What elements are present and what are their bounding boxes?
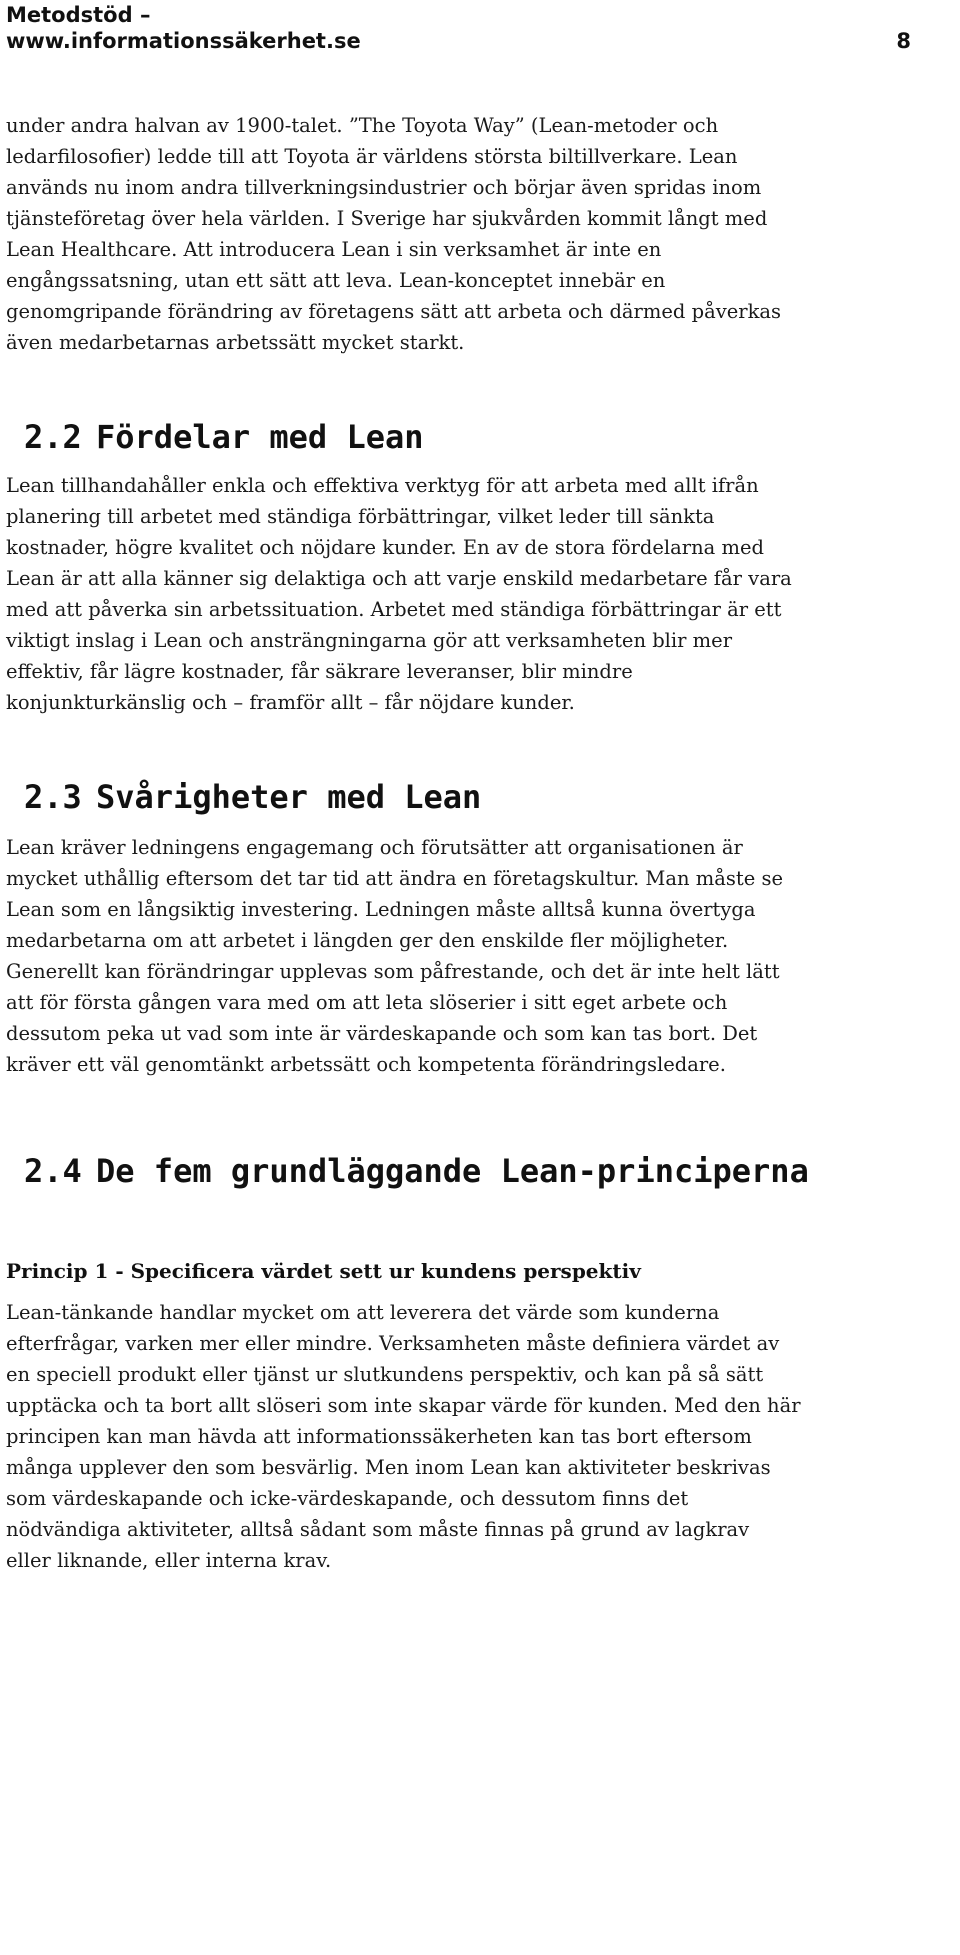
paragraph-line: kostnader, högre kvalitet och nöjdare kunder. En av de stora fördelarna med — [6, 536, 764, 559]
paragraph-line: nödvändiga aktiviteter, alltså sådant som måste finnas på grund av lagkrav — [6, 1518, 750, 1541]
paragraph-line: ledarfilosofier) ledde till att Toyota är världens största biltillverkare. Lean — [6, 145, 738, 168]
princip-1-heading: Princip 1 - Specificera värdet sett ur kundens perspektiv — [6, 1259, 641, 1283]
page-header — [6, 2, 911, 52]
paragraph-line: används nu inom andra tillverkningsindustrier och börjar även spridas inom — [6, 176, 762, 199]
paragraph-line: medarbetarna om att arbetet i längden ger den enskilde fler möjligheter. — [6, 929, 729, 952]
paragraph-line: genomgripande förändring av företagens sätt att arbeta och därmed påverkas — [6, 300, 782, 323]
paragraph-line: engångssatsning, utan ett sätt att leva. Lean-konceptet innebär en — [6, 269, 666, 292]
heading-number: 2.4 — [24, 1152, 82, 1190]
paragraph-line: många upplever den som besvärlig. Men inom Lean kan aktiviteter beskrivas — [6, 1456, 771, 1479]
paragraph-line: planering till arbetet med ständiga förbättringar, vilket leder till sänkta — [6, 505, 715, 528]
paragraph-line: principen kan man hävda att informationssäkerheten kan tas bort eftersom — [6, 1425, 752, 1448]
paragraph-line: som värdeskapande och icke-värdeskapande, och dessutom finns det — [6, 1487, 689, 1510]
paragraph-line: Lean Healthcare. Att introducera Lean i sin verksamhet är inte en — [6, 238, 662, 261]
paragraph-fordelar — [6, 470, 916, 718]
paragraph-line: även medarbetarnas arbetssätt mycket starkt. — [6, 331, 465, 354]
paragraph-line: med att påverka sin arbetssituation. Arbetet med ständiga förbättringar är ett — [6, 598, 782, 621]
heading-number: 2.3 — [24, 778, 82, 816]
paragraph-line: Lean är att alla känner sig delaktiga och att varje enskild medarbetare får vara — [6, 567, 792, 590]
paragraph-line: kräver ett väl genomtänkt arbetssätt och kompetenta förändringsledare. — [6, 1053, 726, 1076]
heading-title: Fördelar med Lean — [96, 418, 424, 456]
paragraph-line: dessutom peka ut vad som inte är värdeskapande och som kan tas bort. Det — [6, 1022, 758, 1045]
page-number: 8 — [896, 29, 911, 53]
heading-title: Svårigheter med Lean — [96, 778, 482, 816]
paragraph-line: Lean-tänkande handlar mycket om att leverera det värde som kunderna — [6, 1301, 720, 1324]
paragraph-line: efterfrågar, varken mer eller mindre. Verksamheten måste definiera värdet av — [6, 1332, 780, 1355]
paragraph-line: tjänsteföretag över hela världen. I Sverige har sjukvården kommit långt med — [6, 207, 768, 230]
paragraph-line: Lean kräver ledningens engagemang och förutsätter att organisationen är — [6, 836, 743, 859]
paragraph-line: att för första gången vara med om att leta slöserier i sitt eget arbete och — [6, 991, 728, 1014]
heading-title: De fem grundläggande Lean-principerna — [96, 1152, 809, 1190]
header-title: Metodstöd – — [6, 3, 151, 27]
heading-number: 2.2 — [24, 418, 82, 456]
paragraph-line: under andra halvan av 1900-talet. ”The Toyota Way” (Lean-metoder och — [6, 114, 719, 137]
paragraph-line: effektiv, får lägre kostnader, får säkrare leveranser, blir mindre — [6, 660, 633, 683]
paragraph-line: Lean som en långsiktig investering. Ledningen måste alltså kunna övertyga — [6, 898, 756, 921]
paragraph-line: konjunkturkänslig och – framför allt – får nöjdare kunder. — [6, 691, 575, 714]
heading-2-4 — [0, 1151, 809, 1191]
paragraph-line: Lean tillhandahåller enkla och effektiva verktyg för att arbeta med allt ifrån — [6, 474, 759, 497]
heading-2-3 — [0, 777, 481, 817]
paragraph-line: en speciell produkt eller tjänst ur slutkundens perspektiv, och kan på så sätt — [6, 1363, 764, 1386]
paragraph-line: upptäcka och ta bort allt slöseri som inte skapar värde för kunden. Med den här — [6, 1394, 801, 1417]
paragraph-line: viktigt inslag i Lean och ansträngningarna gör att verksamheten blir mer — [6, 629, 733, 652]
paragraph-line: eller liknande, eller interna krav. — [6, 1549, 332, 1572]
heading-2-2 — [0, 417, 424, 457]
header-url: www.informationssäkerhet.se — [6, 29, 361, 53]
paragraph-line: mycket uthållig eftersom det tar tid att ändra en företagskultur. Man måste se — [6, 867, 784, 890]
paragraph-intro — [6, 110, 916, 358]
paragraph-princip-1 — [6, 1297, 916, 1576]
paragraph-line: Generellt kan förändringar upplevas som påfrestande, och det är inte helt lätt — [6, 960, 780, 983]
paragraph-svarigheter — [6, 832, 916, 1080]
